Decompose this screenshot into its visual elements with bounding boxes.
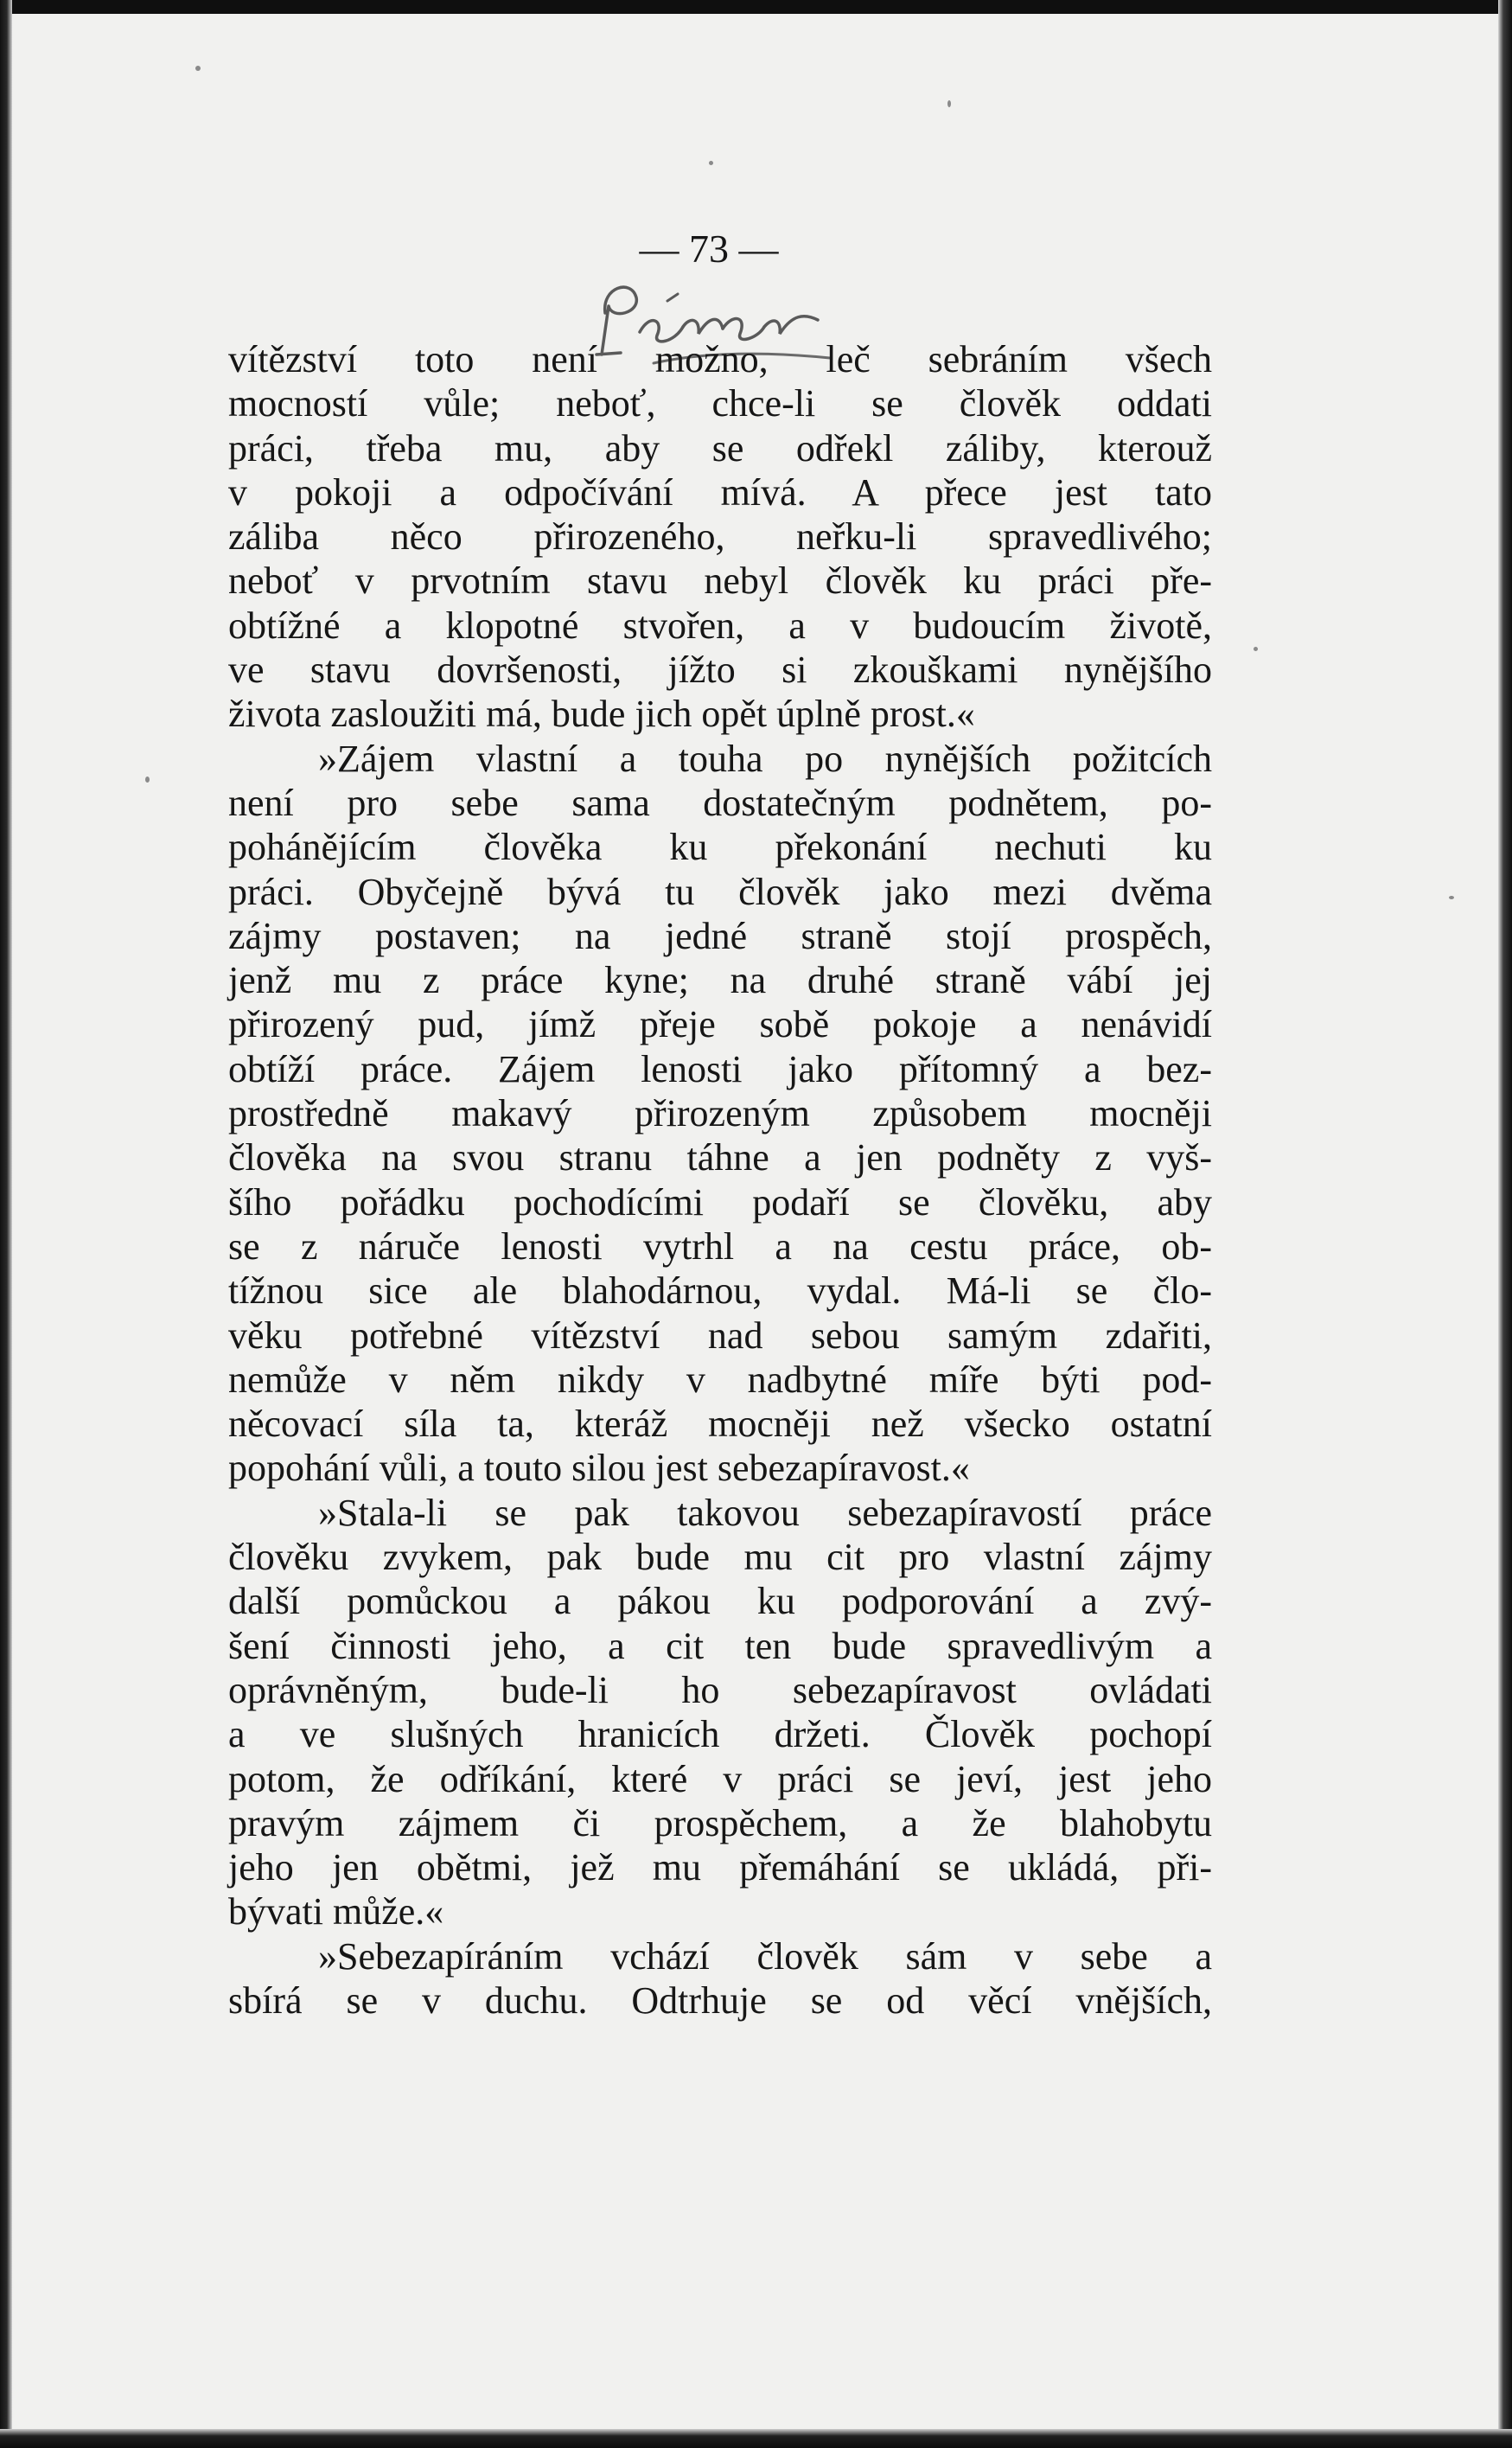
- text-line: obtížné a klopotné stvořen, a v budoucím životě,: [228, 604, 1212, 647]
- text-line: člověka na svou stranu táhne a jen podněty z vyš-: [228, 1136, 1212, 1179]
- text-line: popohání vůli, a touto silou jest sebezapíravost.«: [228, 1447, 970, 1490]
- text-line: pravým zájmem či prospěchem, a že blahobytu: [228, 1801, 1212, 1844]
- text-line: záliba něco přirozeného, neřku-li spravedlivého;: [228, 515, 1212, 559]
- scan-edge-bottom: [0, 2429, 1512, 2448]
- text-line: věku potřebné vítězství nad sebou samým zdařiti,: [228, 1313, 1212, 1357]
- text-line: člověku zvykem, pak bude mu cit pro vlastní zájmy: [228, 1536, 1212, 1579]
- text-line: ve stavu dovršenosti, jížto si zkouškami nynějšího: [228, 649, 1212, 692]
- body-text: [228, 337, 1212, 2023]
- scan-edge-top: [0, 0, 1512, 14]
- text-line: něcovací síla ta, kteráž mocněji než všecko ostatní: [228, 1403, 1212, 1446]
- text-line: pohánějícím člověka ku překonání nechuti ku: [228, 826, 1212, 869]
- text-line: jenž mu z práce kyne; na druhé straně vábí jej: [228, 959, 1212, 1002]
- page-number: — 73 —: [639, 227, 779, 271]
- text-line: života zasloužiti má, bude jich opět úplně prost.«: [228, 693, 975, 736]
- text-line: »Zájem vlastní a touha po nynějších požitcích: [318, 737, 1212, 780]
- text-line: práci. Obyčejně bývá tu člověk jako mezi dvěma: [228, 870, 1212, 913]
- text-line: tížnou sice ale blahodárnou, vydal. Má-li se člo-: [228, 1269, 1212, 1313]
- text-line: potom, že odříkání, které v práci se jeví, jest jeho: [228, 1757, 1212, 1800]
- text-line: obtíží práce. Zájem lenosti jako přítomný a bez-: [228, 1047, 1212, 1090]
- text-line: v pokoji a odpočívání mívá. A přece jest tato: [228, 470, 1212, 514]
- text-line: »Sebezapíráním vchází člověk sám v sebe a: [318, 1934, 1212, 1978]
- paper-speck: [1449, 896, 1454, 899]
- text-line: přirozený pud, jímž přeje sobě pokoje a nenávidí: [228, 1003, 1212, 1046]
- text-line: »Stala-li se pak takovou sebezapíravostí práce: [318, 1491, 1212, 1534]
- paper-speck: [145, 777, 150, 783]
- paper-speck: [709, 161, 713, 165]
- scan-edge-left: [0, 0, 12, 2448]
- text-line: jeho jen obětmi, jež mu přemáhání se ukládá, při-: [228, 1846, 1212, 1889]
- text-line: není pro sebe sama dostatečným podnětem, po-: [228, 781, 1212, 824]
- text-line: vítězství toto není možno, leč sebráním všech: [228, 338, 1212, 380]
- text-line: sbírá se v duchu. Odtrhuje se od věcí vnějších,: [228, 1978, 1212, 2022]
- text-line: šího pořádku pochodícími podaří se člověku, aby: [228, 1180, 1212, 1224]
- text-line: oprávněným, bude-li ho sebezapíravost ovládati: [228, 1668, 1212, 1711]
- text-line: šení činnosti jeho, a cit ten bude spravedlivým a: [228, 1624, 1212, 1667]
- text-line: se z náruče lenosti vytrhl a na cestu práce, ob-: [228, 1224, 1212, 1268]
- paper-speck: [195, 66, 201, 71]
- paper-speck: [947, 100, 951, 107]
- text-line: neboť v prvotním stavu nebyl člověk ku práci pře-: [228, 559, 1212, 603]
- scan-edge-right: [1498, 0, 1512, 2448]
- text-line: mocností vůle; neboť, chce-li se člověk oddati: [228, 382, 1212, 425]
- text-line: další pomůckou a pákou ku podporování a zvý-: [228, 1580, 1212, 1623]
- text-line: bývati může.«: [228, 1890, 444, 1933]
- text-line: prostředně makavý přirozeným způsobem mocněji: [228, 1092, 1212, 1135]
- paper-speck: [1254, 647, 1258, 651]
- text-line: práci, třeba mu, aby se odřekl záliby, kterouž: [228, 426, 1212, 470]
- text-line: a ve slušných hranicích držeti. Člověk pochopí: [228, 1713, 1212, 1756]
- text-line: zájmy postaven; na jedné straně stojí prospěch,: [228, 914, 1212, 957]
- text-line: nemůže v něm nikdy v nadbytné míře býti pod-: [228, 1358, 1212, 1401]
